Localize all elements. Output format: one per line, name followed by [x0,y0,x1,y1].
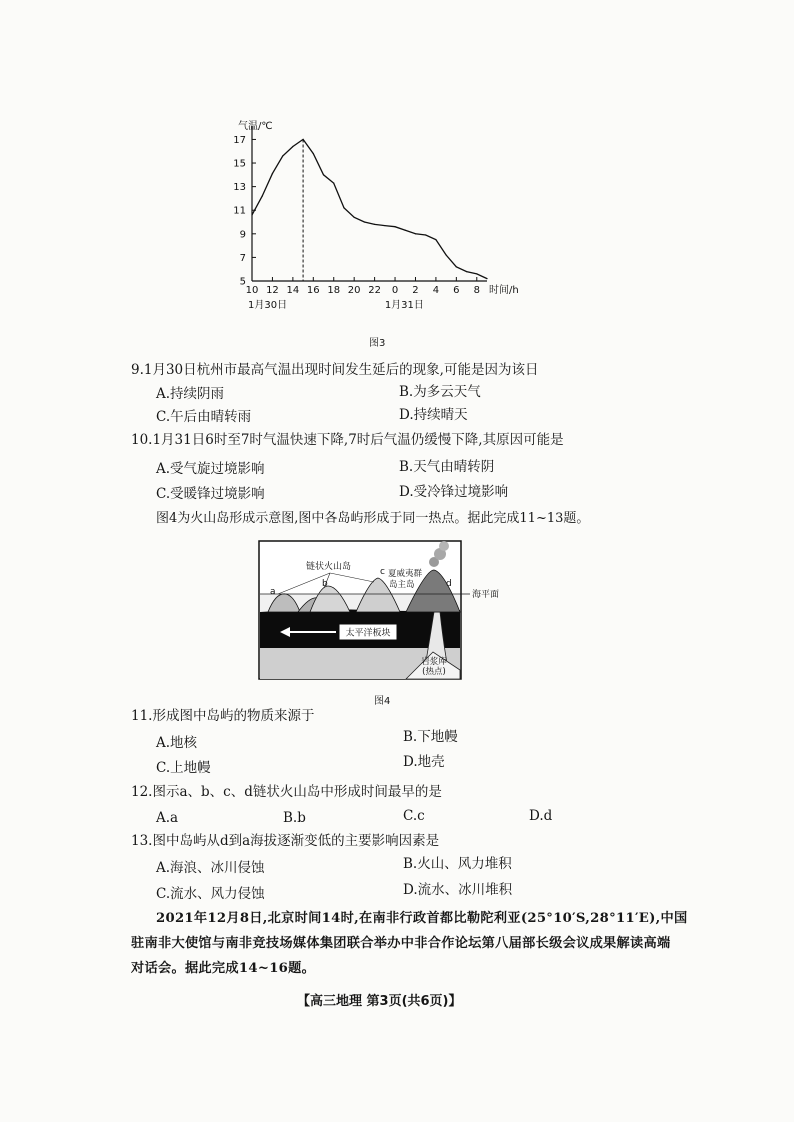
island-c-label: c [380,567,385,577]
temperature-chart [222,118,522,323]
question-9-stem: 9.1月30日杭州市最高气温出现时间发生延后的现象,可能是因为该日 [131,362,539,378]
x-tick-label: 22 [368,285,381,296]
x-tick-label: 6 [453,285,460,296]
y-tick-label: 15 [233,158,246,170]
question-10-option-a[interactable]: A.受气旋过境影响 [156,461,265,477]
y-axis-label: 气温/℃ [238,121,273,132]
temperature-point [435,239,436,240]
figure-4-intro: 图4为火山岛形成示意图,图中各岛屿形成于同一热点。据此完成11~13题。 [156,511,590,526]
question-11-option-a[interactable]: A.地核 [156,735,198,751]
temperature-point [262,195,263,196]
temperature-point [323,174,324,175]
question-10-option-d[interactable]: D.受冷锋过境影响 [399,484,509,500]
volcanic-island-diagram [258,540,508,680]
temperature-point [476,273,477,274]
temperature-line [252,139,487,278]
temperature-point [446,254,447,255]
y-tick-label: 13 [233,182,246,194]
question-9-option-d[interactable]: D.持续晴天 [399,407,468,423]
x-tick-label: 18 [327,285,341,296]
temperature-point [486,278,487,279]
x-tick-label: 2 [412,285,419,296]
temperature-point [394,226,395,227]
question-12-option-b[interactable]: B.b [283,810,306,826]
temperature-point [282,155,283,156]
x-tick-label: 12 [266,285,279,296]
figure-3 [222,118,522,323]
temperature-point [384,225,385,226]
plate-label: 太平洋板块 [345,628,391,639]
page-footer: 【高三地理 第3页(共6页)】 [297,994,462,1009]
question-12-option-c[interactable]: C.c [403,808,425,824]
temperature-point [364,221,365,222]
figure-3-caption: 图3 [369,338,386,349]
question-11-option-d[interactable]: D.地壳 [403,754,445,770]
y-tick-label: 7 [239,252,246,264]
magma-label-line1: 岩浆库 [421,657,447,667]
temperature-point [292,146,293,147]
temperature-point [343,207,344,208]
question-9-option-c[interactable]: C.午后由晴转雨 [156,409,252,425]
figure-4 [258,540,508,680]
temperature-point [405,230,406,231]
question-9-option-b[interactable]: B.为多云天气 [399,384,481,400]
x-tick-label: 16 [306,285,320,296]
hawaii-label-line1: 夏威夷群 [388,569,423,579]
temperature-point [251,214,252,215]
x-axis-label: 时间/h [489,285,519,296]
question-11-stem: 11.形成图中岛屿的物质来源于 [131,708,315,724]
y-tick-label: 5 [239,276,246,288]
temperature-point [374,224,375,225]
figure-4-caption: 图4 [374,696,391,707]
x-tick-label: 20 [347,285,361,296]
x-tick-label: 0 [391,285,399,296]
island-b-label: b [322,579,328,589]
question-13-option-d[interactable]: D.流水、冰川堆积 [403,882,513,898]
hawaii-label-line2: 岛主岛 [389,580,415,590]
passage-line-2: 驻南非大使馆与南非竞技场媒体集团联合举办中非合作论坛第八届部长级会议成果解读高端 [131,936,671,951]
question-13-stem: 13.图中岛屿从d到a海拔逐渐变低的主要影响因素是 [131,833,440,849]
temperature-point [425,234,426,235]
temperature-point [302,139,303,140]
sea-level-label: 海平面 [472,590,500,600]
temperature-point [272,173,273,174]
temperature-point [415,233,416,234]
question-12-option-a[interactable]: A.a [156,810,179,826]
date-label-jan30: 1月30日 [248,300,288,311]
y-tick-label: 11 [233,205,246,217]
question-11-option-b[interactable]: B.下地幔 [403,729,458,745]
y-tick-label: 9 [239,229,246,241]
x-tick-label: 10 [245,285,259,296]
island-a-label: a [270,587,276,597]
question-10-option-b[interactable]: B.天气由晴转阴 [399,459,495,475]
question-12-stem: 12.图示a、b、c、d链状火山岛中形成时间最早的是 [131,784,442,800]
question-10-stem: 10.1月31日6时至7时气温快速下降,7时后气温仍缓慢下降,其原因可能是 [131,432,564,448]
question-13-option-c[interactable]: C.流水、风力侵蚀 [156,886,265,902]
passage-line-1: 2021年12月8日,北京时间14时,在南非行政首都比勒陀利亚(25°10′S,28°11′E),中国 [156,911,688,926]
temperature-point [333,182,334,183]
y-tick-label: 17 [233,134,246,146]
date-label-jan31: 1月31日 [384,300,424,311]
passage-line-3: 对话会。据此完成14~16题。 [131,961,316,976]
magma-label-line2: (热点) [422,667,446,677]
island-d-label: d [446,579,452,589]
question-12-option-d[interactable]: D.d [529,808,553,824]
x-tick-label: 14 [286,285,300,296]
question-13-option-a[interactable]: A.海浪、冰川侵蚀 [156,860,265,876]
temperature-point [466,271,467,272]
temperature-point [456,266,457,267]
question-13-option-b[interactable]: B.火山、风力堆积 [403,856,512,872]
question-9-option-a[interactable]: A.持续阴雨 [156,386,225,402]
temperature-point [354,217,355,218]
island-chain-label: 链状火山岛 [306,562,352,572]
x-tick-label: 8 [473,285,480,296]
temperature-point [313,153,314,154]
question-10-option-c[interactable]: C.受暖锋过境影响 [156,486,265,502]
question-11-option-c[interactable]: C.上地幔 [156,760,211,776]
x-tick-label: 4 [432,285,440,296]
